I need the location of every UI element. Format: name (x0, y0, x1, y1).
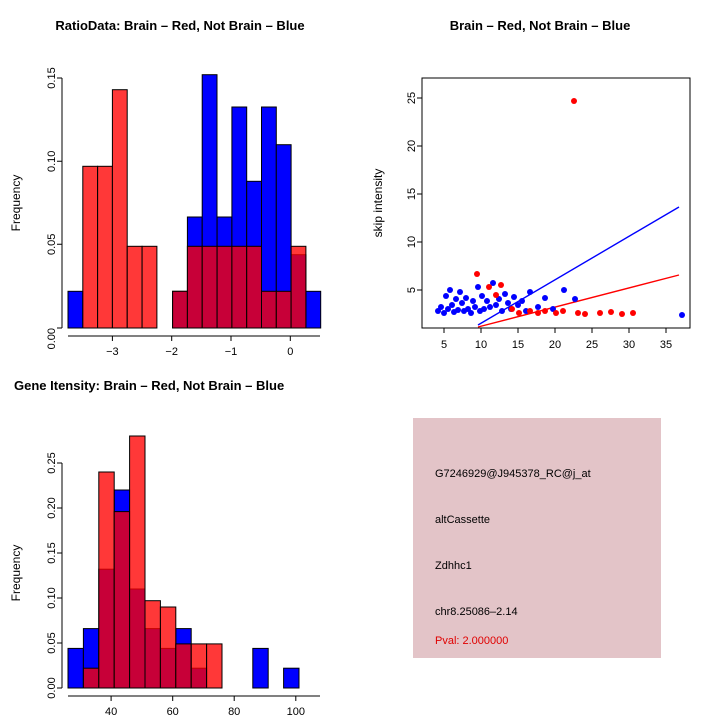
svg-text:80: 80 (228, 706, 241, 718)
intensity-scatter-panel (360, 0, 720, 360)
annotation-info-box (413, 418, 661, 658)
svg-text:−2: −2 (165, 346, 178, 358)
svg-text:0.00: 0.00 (45, 328, 58, 350)
svg-text:60: 60 (166, 706, 179, 718)
gene-x-tick-labels (105, 706, 305, 718)
svg-text:0.10: 0.10 (45, 150, 58, 173)
scatter-points-brain (474, 98, 636, 317)
ratio-histogram-panel (0, 0, 360, 360)
svg-text:0.05: 0.05 (45, 233, 58, 256)
svg-text:10: 10 (405, 235, 418, 249)
genomic-location-text: chr8.25086–2.14 (435, 606, 518, 618)
svg-text:30: 30 (622, 339, 636, 351)
svg-text:20: 20 (548, 339, 562, 351)
gene-bars-brain (83, 436, 222, 688)
svg-text:−3: −3 (106, 346, 119, 358)
svg-text:0.20: 0.20 (45, 497, 58, 519)
ratio-y-axis (57, 78, 62, 328)
event-type-text: altCassette (435, 514, 491, 526)
scatter-x-tick-labels (441, 339, 672, 351)
svg-text:40: 40 (104, 706, 118, 718)
intensity-scatter-title: Brain – Red, Not Brain – Blue (449, 18, 631, 33)
ratio-histogram-svg (0, 33, 360, 363)
svg-text:0.00: 0.00 (45, 677, 58, 699)
svg-text:15: 15 (405, 187, 418, 201)
gene-y-tick-labels (46, 452, 58, 698)
notbrain-fit-line (478, 207, 679, 325)
svg-text:25: 25 (405, 91, 418, 105)
gene-intensity-panel (0, 360, 360, 720)
ratio-y-tick-labels (46, 67, 58, 349)
svg-text:5: 5 (405, 286, 418, 294)
intensity-scatter-svg (360, 33, 720, 363)
scatter-y-axis-label: skip intensity (371, 168, 385, 238)
svg-text:5: 5 (440, 339, 448, 351)
svg-text:35: 35 (659, 339, 673, 351)
ratio-x-axis (68, 336, 320, 341)
svg-text:0: 0 (287, 346, 294, 358)
svg-text:100: 100 (286, 706, 305, 718)
gene-y-axis-label: Frequency (9, 544, 23, 602)
scatter-y-tick-labels (406, 92, 418, 293)
svg-text:0.15: 0.15 (45, 542, 58, 564)
scatter-points-notbrain (435, 280, 685, 318)
ratio-x-tick-labels (106, 346, 293, 358)
gene-intensity-svg (0, 393, 360, 723)
svg-text:15: 15 (511, 339, 525, 351)
svg-text:0.05: 0.05 (45, 632, 58, 654)
svg-text:20: 20 (405, 139, 418, 153)
ratio-histogram-title: RatioData: Brain – Red, Not Brain – Blue (55, 18, 305, 33)
scatter-x-axis (444, 328, 666, 333)
pvalue-text: Pval: 2.000000 (435, 635, 509, 647)
svg-text:0.25: 0.25 (45, 452, 58, 474)
svg-text:0.15: 0.15 (45, 67, 58, 89)
ratio-y-axis-label: Frequency (9, 174, 23, 232)
gene-intensity-title: Gene Itensity: Brain – Red, Not Brain – Blue (14, 378, 285, 393)
gene-symbol-text: Zdhhc1 (435, 560, 472, 572)
svg-text:0.10: 0.10 (45, 587, 58, 609)
svg-text:10: 10 (474, 339, 488, 351)
probeset-id-text: G7246929@J945378_RC@j_at (435, 468, 591, 480)
svg-text:25: 25 (585, 339, 599, 351)
gene-x-axis (68, 696, 320, 701)
svg-text:−1: −1 (224, 346, 238, 358)
